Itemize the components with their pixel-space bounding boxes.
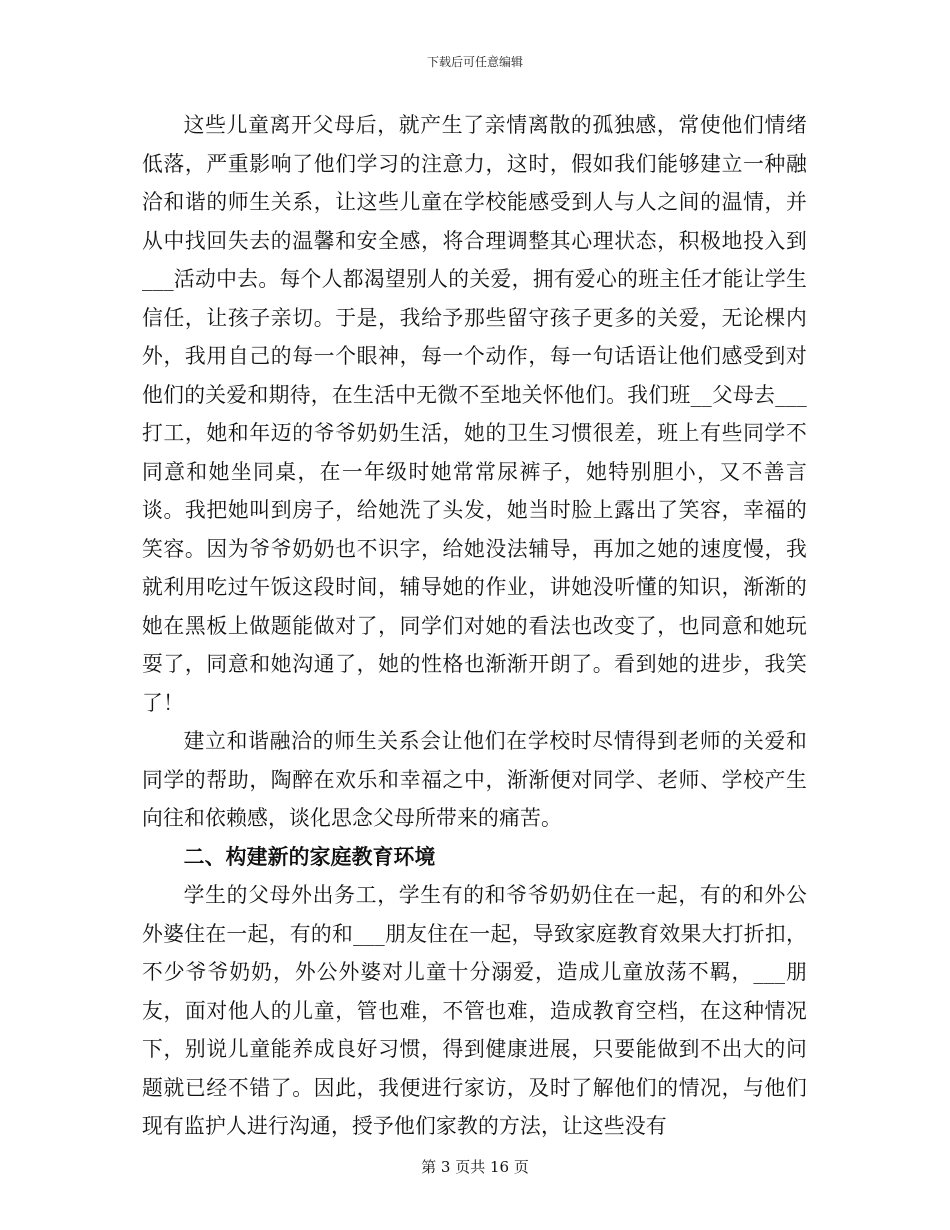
- page-number-footer: 第 3 页共 16 页: [421, 1158, 529, 1176]
- body-paragraph-1: 这些儿童离开父母后，就产生了亲情离散的孤独感，常使他们情绪低落，严重影响了他们学习的注意力，这时，假如我们能够建立一种融洽和谐的师生关系，让这些儿童在学校能感受到人与人之间的温情，并从中找回失去的温馨和安全感，将合理调整其心理状态，积极地投入到___活动中去。每个人都渴望别人的关爱，拥有爱心的班主任才能让学生信任，让孩子亲切。于是，我给予那些留守孩子更多的关爱，无论棵内外，我用自己的每一个眼神，每一个动作，每一句话语让他们感受到对他们的关爱和期待，在生活中无微不至地关怀他们。我们班__父母去___打工，她和年迈的爷爷奶奶生活，她的卫生习惯很差，班上有些同学不同意和她坐同桌，在一年级时她常常尿裤子，她特别胆小，又不善言谈。我把她叫到房子，给她洗了头发，她当时脸上露出了笑容，幸福的笑容。因为爷爷奶奶也不识字，给她没法辅导，再加之她的速度慢，我就利用吃过午饭这段时间，辅导她的作业，讲她没听懂的知识，渐渐的她在黑板上做题能做对了，同学们对她的看法也改变了，也同意和她玩耍了，同意和她沟通了，她的性格也渐渐开朗了。看到她的进步，我笑了！: [142, 113, 807, 715]
- body-paragraph-2: 建立和谐融洽的师生关系会让他们在学校时尽情得到老师的关爱和同学的帮助，陶醉在欢乐和幸福之中，渐渐便对同学、老师、学校产生向往和依赖感，谈化思念父母所带来的痛苦。: [142, 729, 807, 830]
- running-header: 下载后可任意编辑: [426, 55, 523, 69]
- document-body: [142, 106, 807, 1146]
- section-heading: 二、构建新的家庭教育环境: [183, 843, 436, 869]
- body-paragraph-3: 学生的父母外出务工，学生有的和爷爷奶奶住在一起，有的和外公外婆住在一起，有的和___朋友住在一起，导致家庭教育效果大打折扣，不少爷爷奶奶，外公外婆对儿童十分溺爱，造成儿童放荡不羁，___朋友，面对他人的儿童，管也难，不管也难，造成教育空档，在这种情况下，别说儿童能养成良好习惯，得到健康进展，只要能做到不出大的问题就已经不错了。因此，我便进行家访，及时了解他们的情况，与他们现有监护人进行沟通，授予他们家教的方法，让这些没有: [142, 883, 807, 1138]
